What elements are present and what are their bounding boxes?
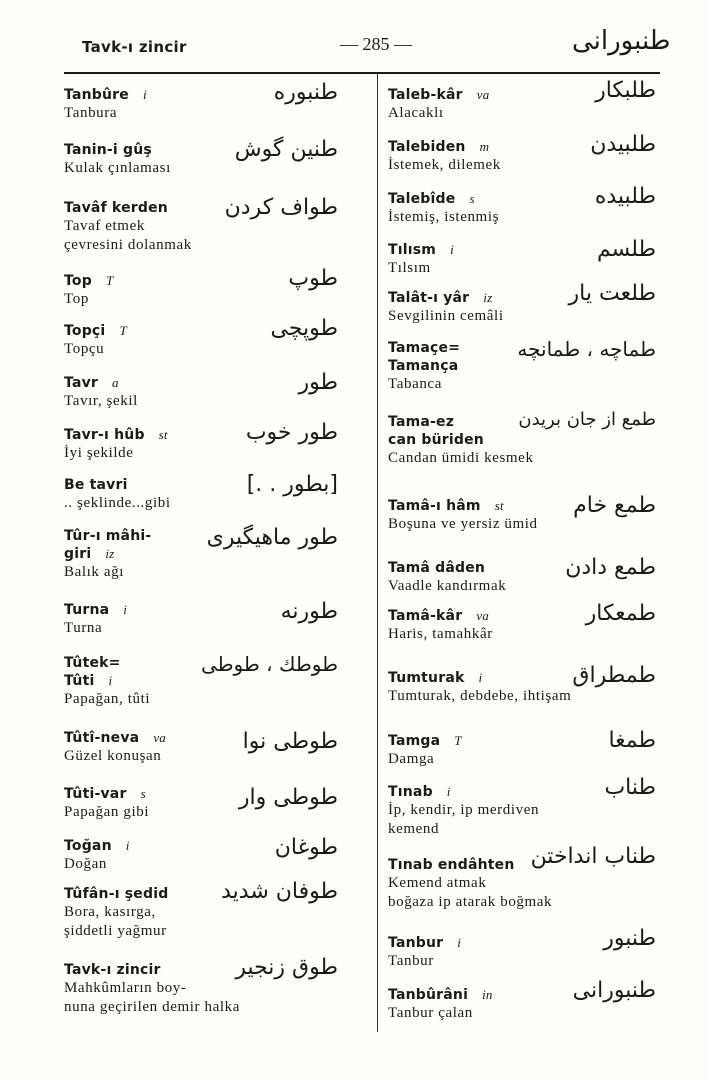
dictionary-entry — [388, 601, 658, 644]
gloss-line: Topçu — [64, 341, 105, 357]
gloss-line: Bora, kasırga, — [64, 904, 156, 920]
gloss-line: Top — [64, 291, 89, 307]
header-rule — [64, 72, 660, 74]
gloss-line: Papağan, tûti — [64, 691, 151, 707]
ottoman-script: طوغان — [274, 835, 338, 860]
ottoman-script: طوپ — [288, 266, 338, 291]
dictionary-entry — [64, 472, 340, 513]
gloss-line: Mahkûmların boy- — [64, 980, 187, 996]
headword-text: Tınab endâhten — [388, 857, 515, 873]
dictionary-entry — [64, 729, 340, 766]
ottoman-script: طمع دادن — [565, 555, 656, 580]
dictionary-entry — [388, 555, 658, 596]
dictionary-entry — [388, 775, 658, 839]
dictionary-entry — [388, 78, 658, 123]
origin-tag: s — [140, 786, 146, 801]
headword-text: Turna — [64, 602, 110, 618]
headword-text: Toğan — [64, 838, 112, 854]
running-head-right: طنبورانى — [572, 26, 671, 56]
ottoman-script: طواف كردن — [224, 195, 338, 220]
ottoman-script: طور ماهيگيرى — [206, 525, 338, 550]
headword-text: Tûtî-neva — [64, 730, 140, 746]
headword-text: Talebiden — [388, 139, 466, 155]
gloss-line: nuna geçirilen demir halka — [64, 999, 240, 1015]
dictionary-entry — [64, 837, 340, 874]
gloss-line: Balık ağı — [64, 564, 124, 580]
gloss-line: Tanbur çalan — [388, 1005, 473, 1021]
dictionary-entry — [64, 879, 340, 941]
headword-text: Top — [64, 273, 92, 289]
dictionary-entry — [64, 266, 340, 309]
dictionary-entry — [388, 184, 658, 227]
gloss-line: .. şeklinde...gibi — [64, 495, 171, 511]
gloss-line: Turna — [64, 620, 103, 636]
gloss-line: Kulak çınlaması — [64, 160, 171, 176]
gloss-line: Güzel konuşan — [64, 748, 162, 764]
gloss-line: İp, kendir, ip merdiven — [388, 802, 540, 818]
headword-text: Tavâf kerden — [64, 200, 168, 216]
gloss-line: Vaadle kandırmak — [388, 578, 507, 594]
dictionary-entry — [388, 132, 658, 175]
ottoman-script: طلعت يار — [568, 281, 656, 306]
dictionary-entry — [388, 281, 658, 326]
gloss-line: Damga — [388, 751, 435, 767]
origin-tag: s — [469, 191, 475, 206]
dictionary-entry — [64, 955, 340, 1017]
ottoman-script: طنبور — [603, 926, 656, 951]
origin-tag: va — [476, 87, 490, 102]
headword-text: Tamga — [388, 733, 441, 749]
ottoman-script: طوطى نوا — [242, 729, 338, 754]
gloss-line: İyi şekilde — [64, 445, 134, 461]
headword-text: Tama-ez — [388, 414, 455, 430]
headword-text: Tûtek= — [64, 655, 121, 671]
ottoman-script: طمعكار — [585, 601, 656, 626]
origin-tag: i — [450, 242, 454, 257]
headword-text: giri — [64, 546, 92, 562]
gloss-line: şiddetli yağmur — [64, 923, 167, 939]
origin-tag: m — [479, 139, 490, 154]
gloss-line: Kemend atmak — [388, 875, 487, 891]
dictionary-entry — [64, 137, 340, 178]
origin-tag: i — [446, 784, 451, 799]
headword-text: Tamâ dâden — [388, 560, 486, 576]
ottoman-script: طمع خام — [573, 493, 656, 518]
ottoman-script: طمطراق — [572, 663, 656, 688]
page-number: — 285 — — [340, 34, 412, 54]
origin-tag: in — [482, 987, 493, 1002]
ottoman-script: طوطى وار — [238, 785, 338, 810]
headword-text: Tamança — [388, 358, 459, 374]
origin-tag: i — [478, 670, 483, 685]
dictionary-entry — [388, 844, 658, 912]
ottoman-script: طنين گوش — [234, 137, 338, 162]
headword-text: Tûti — [64, 673, 95, 689]
headword-text: Tûti-var — [64, 786, 127, 802]
ottoman-script: طماچه ، طمانچه — [517, 337, 656, 361]
origin-tag: iz — [105, 546, 115, 561]
dictionary-entry — [388, 728, 658, 769]
ottoman-script: طنبورانى — [572, 978, 656, 1003]
dictionary-entry — [388, 339, 658, 394]
origin-tag: i — [457, 935, 462, 950]
dictionary-entry — [64, 601, 340, 638]
origin-tag: st — [494, 498, 504, 513]
gloss-line: Tavaf etmek — [64, 218, 145, 234]
gloss-line: Tumturak, debdebe, ihtişam — [388, 688, 572, 704]
headword-text: Tanbûrâni — [388, 987, 469, 1003]
origin-tag: i — [108, 673, 113, 688]
headword-text: Tavr — [64, 375, 99, 391]
dictionary-entry — [388, 409, 658, 468]
origin-tag: i — [123, 602, 128, 617]
headword-text: Talebîde — [388, 191, 456, 207]
origin-tag: va — [476, 608, 489, 623]
headword-text: Tûr-ı mâhi- — [64, 528, 152, 544]
dictionary-entry — [64, 785, 340, 822]
gloss-line: kemend — [388, 821, 440, 837]
gloss-line: çevresini dolanmak — [64, 237, 192, 253]
dictionary-entry — [388, 978, 658, 1023]
ottoman-script: [بطور . .] — [246, 472, 338, 497]
gloss-line: Sevgilinin cemâli — [388, 308, 504, 324]
origin-tag: i — [125, 838, 130, 853]
dictionary-entry — [388, 237, 658, 278]
gloss-line: Tanbura — [64, 105, 118, 121]
ottoman-script: طنبوره — [273, 80, 338, 105]
headword-text: Tumturak — [388, 670, 465, 686]
gloss-line: Tılsım — [388, 260, 431, 276]
ottoman-script: طلبيده — [594, 184, 656, 209]
dictionary-entry — [64, 316, 340, 359]
gloss-line: Alacaklı — [388, 105, 444, 121]
headword-text: Tavk-ı zincir — [64, 962, 161, 978]
headword-text: can büriden — [388, 432, 484, 448]
column-divider — [377, 74, 378, 1032]
ottoman-script: طوفان شديد — [221, 879, 338, 904]
ottoman-script: طلبيدن — [590, 132, 656, 157]
gloss-line: Tanbur — [388, 953, 434, 969]
gloss-line: İstemek, dilemek — [388, 157, 501, 173]
ottoman-script: طورنه — [280, 599, 338, 624]
dictionary-entry — [64, 527, 340, 582]
headword-text: Tûfân-ı şedid — [64, 886, 169, 902]
headword-text: Tamâ-ı hâm — [388, 498, 481, 514]
dictionary-entry — [64, 654, 340, 709]
dictionary-entry — [64, 420, 340, 463]
gloss-line: Tavır, şekil — [64, 393, 138, 409]
ottoman-script: طناب انداختن — [530, 844, 656, 869]
dictionary-entry — [388, 663, 658, 706]
dictionary-entry — [64, 370, 340, 411]
dictionary-entry — [64, 80, 340, 123]
headword-text: Tanbur — [388, 935, 444, 951]
ottoman-script: طلسم — [596, 237, 656, 262]
gloss-line: Boşuna ve yersiz ümid — [388, 516, 538, 532]
ottoman-script: طناب — [604, 775, 656, 800]
headword-text: Taleb-kâr — [388, 87, 463, 103]
headword-text: Be tavri — [64, 477, 128, 493]
ottoman-script: طور — [298, 370, 338, 395]
origin-tag: st — [158, 427, 168, 442]
headword-text: Tamâ-kâr — [388, 608, 463, 624]
headword-continued — [388, 431, 658, 449]
headword-text: Tılısm — [388, 242, 437, 258]
ottoman-script: طوپچى — [270, 316, 338, 341]
headword-text: Tamaçe= — [388, 340, 461, 356]
headword-text: Talât-ı yâr — [388, 290, 470, 306]
gloss-line: Doğan — [64, 856, 107, 872]
ottoman-script: طوطك ، طوطى — [200, 652, 338, 676]
ottoman-script: طمع از جان بريدن — [518, 409, 656, 430]
gloss-line: İstemiş, istenmiş — [388, 209, 500, 225]
origin-tag: T — [454, 733, 462, 748]
ottoman-script: طوق زنجير — [235, 955, 338, 980]
headword-text: Topçi — [64, 323, 106, 339]
origin-tag: T — [105, 273, 114, 288]
gloss-line: Papağan gibi — [64, 804, 150, 820]
headword-text: Tınab — [388, 784, 433, 800]
origin-tag: i — [142, 87, 147, 102]
ottoman-script: طمغا — [608, 728, 656, 753]
gloss-line: Candan ümidi kesmek — [388, 450, 534, 466]
ottoman-script: طور خوب — [245, 420, 338, 445]
headword-text: Tanin-i gûş — [64, 142, 152, 158]
gloss-line: Tabanca — [388, 376, 442, 392]
origin-tag: iz — [483, 290, 493, 305]
headword-text: Tanbûre — [64, 87, 129, 103]
gloss-line: boğaza ip atarak boğmak — [388, 894, 553, 910]
headword-text: Tavr-ı hûb — [64, 427, 145, 443]
gloss-line: Haris, tamahkâr — [388, 626, 493, 642]
ottoman-script: طلبكار — [595, 78, 656, 103]
dictionary-entry — [388, 926, 658, 971]
running-head-left: Tavk-ı zincir — [82, 38, 187, 56]
origin-tag: T — [119, 323, 127, 338]
dictionary-entry — [388, 493, 658, 534]
origin-tag: va — [153, 730, 166, 745]
page-header — [0, 26, 708, 64]
dictionary-entry — [64, 195, 340, 255]
origin-tag: a — [112, 375, 119, 390]
